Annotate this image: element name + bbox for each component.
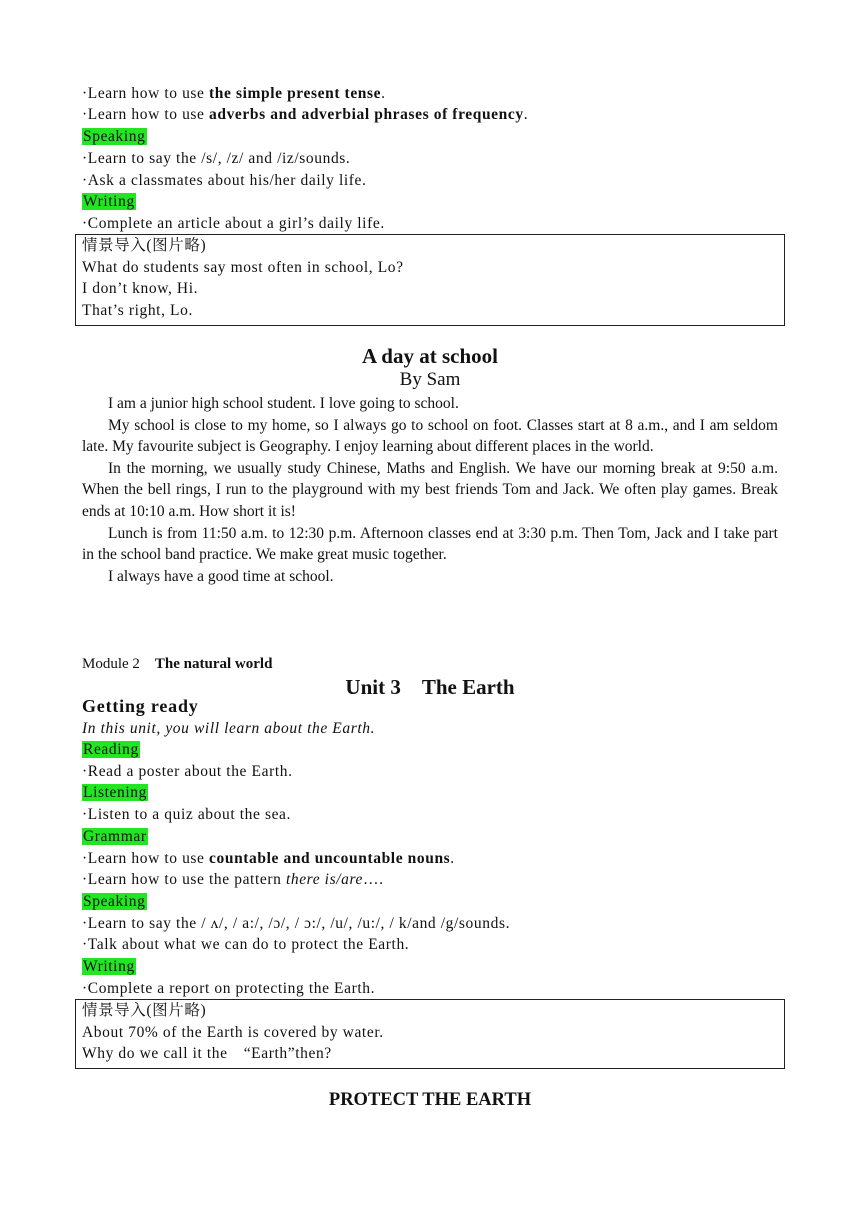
speaking-label: Speaking [83,893,146,910]
lead-in-line: About 70% of the Earth is covered by water. [82,1023,384,1041]
speaking-label: Speaking [83,128,146,145]
article-paragraph: I always have a good time at school. [108,567,334,585]
speaking-goal-1: ·Learn to say the /s/, /z/ and /iz/sounds. [82,150,351,167]
lead-in-line: That’s right, Lo. [82,302,193,320]
grammar-goal-2: ·Learn how to use adverbs and adverbial phrases of frequency. [82,106,529,123]
writing-goal-1: ·Complete an article about a girl’s daily life. [82,215,385,232]
listening-label: Listening [83,784,147,801]
reading-label: Reading [83,741,139,758]
getting-ready-heading: Getting ready [82,696,199,716]
article-byline: By Sam [399,369,461,390]
grammar-goal-2: ·Learn how to use the pattern there is/are…. [82,871,384,888]
unit-title: Unit 3 The Earth [345,675,515,699]
writing-label: Writing [83,193,135,210]
lead-in-box [75,999,785,1069]
unit-intro: In this unit, you will learn about the Earth. [82,720,376,737]
writing-goal-1: ·Complete a report on protecting the Earth. [82,980,376,997]
lead-in-line: What do students say most often in school, Lo? [82,258,404,276]
article-paragraph: In the morning, we usually study Chinese, Maths and English. We have our morning break at 9:50 a.m. When the bell rings, I run to the playground with my best friends Tom and Jack. We often play games. Break ends at 10:10 a.m. How short it is! [82,459,778,520]
article-paragraph: I am a junior high school student. I love going to school. [108,395,459,412]
listening-goal-1: ·Listen to a quiz about the sea. [82,806,292,823]
reading-goal-1: ·Read a poster about the Earth. [82,763,293,780]
lead-in-line: I don’t know, Hi. [82,280,199,298]
lead-in-box [75,234,785,326]
lead-in-title: 情景导入(图片略) [82,237,207,254]
speaking-goal-2: ·Talk about what we can do to protect the Earth. [82,936,410,953]
speaking-goal-2: ·Ask a classmates about his/her daily life. [82,172,367,189]
article-paragraph: Lunch is from 11:50 a.m. to 12:30 p.m. Afternoon classes end at 3:30 p.m. Then Tom, Jack and I take part in the school band practice. We make great music together. [82,524,778,564]
speaking-goal-1: ·Learn to say the / ʌ/, / a:/, /ɔ/, / ɔ:/, /u/, /u:/, / k/and /g/sounds. [82,915,511,932]
writing-label: Writing [83,958,135,975]
article-paragraph: My school is close to my home, so I always go to school on foot. Classes start at 8 a.m., and I am seldom late. My favourite subject is Geography. I enjoy learning about different places in the world. [82,416,778,456]
grammar-goal-1: ·Learn how to use the simple present tense. [82,85,386,102]
poster-title: PROTECT THE EARTH [328,1090,532,1110]
lead-in-line: Why do we call it the “Earth”then? [82,1045,332,1063]
module-heading: Module 2 The natural world [82,656,273,672]
grammar-label: Grammar [83,828,147,845]
article-title: A day at school [362,344,498,368]
grammar-goal-1: ·Learn how to use countable and uncountable nouns. [82,850,455,867]
lead-in-title: 情景导入(图片略) [82,1002,207,1019]
article-body [82,393,778,587]
